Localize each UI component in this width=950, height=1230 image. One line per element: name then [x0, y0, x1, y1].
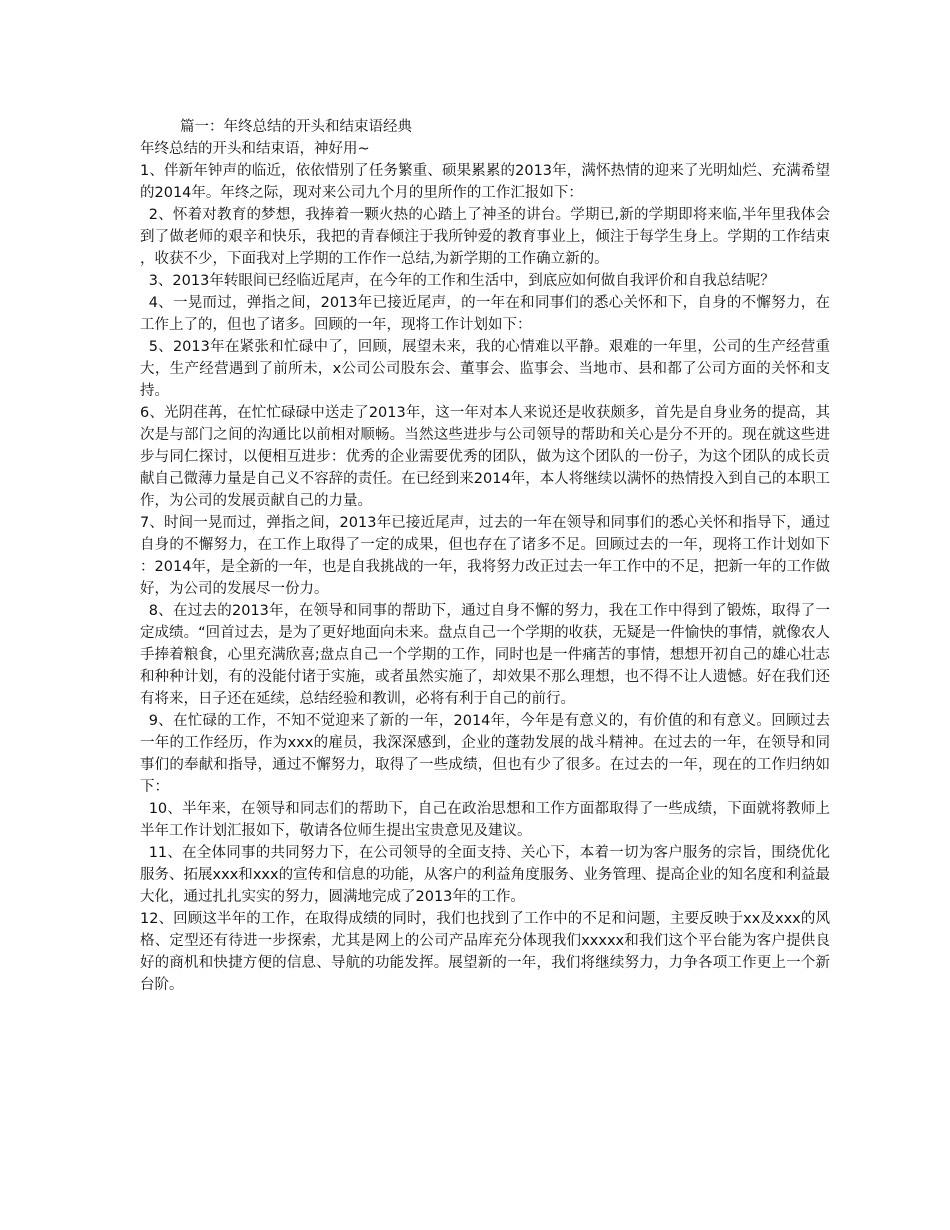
document-title: 篇一：年终总结的开头和结束语经典 — [180, 119, 412, 135]
paragraph-8: 8、在过去的2013年，在领导和同事的帮助下，通过自身不懈的努力，我在工作中得到了锻炼，取得了一定成绩。“回首过去，是为了更好地面向未来。盘点自己一个学期的收获，无疑是一件愉快的事情，就像农人手捧着粮食，心里充满欣喜;盘点自己一个学期的工作，同时也是一件痛苦的事情，想想开初自己的雄心壮志和种种计划，有的没能付诸于实施，或者虽然实施了，却效果不那么理想，也不得不让人遗憾。好在我们还有将来，日子还在延续，总结经验和教训，必将有利于自己的前行。 — [140, 603, 830, 707]
paragraph-1: 1、伴新年钟声的临近，依依惜别了任务繁重、硕果累累的2013年，满怀热情的迎来了光明灿烂、充满希望的2014年。年终之际，现对来公司九个月的里所作的工作汇报如下： — [140, 163, 830, 201]
paragraph-3: 3、2013年转眼间已经临近尾声，在今年的工作和生活中，到底应如何做自我评价和自我总结呢？ — [148, 273, 775, 289]
paragraph-5: 5、2013年在紧张和忙碌中了，回顾，展望未来，我的心情难以平静。艰难的一年里，公司的生产经营重大，生产经营遇到了前所未，x公司公司股东会、董事会、监事会、当地市、县和都了公司方面的关怀和支持。 — [140, 339, 830, 399]
paragraph-list — [140, 160, 830, 996]
paragraph-6: 6、光阴荏苒，在忙忙碌碌中送走了2013年，这一年对本人来说还是收获颇多，首先是自身业务的提高，其次是与部门之间的沟通比以前相对顺畅。当然这些进步与公司领导的帮助和关心是分不开的。现在就这些进步与同仁探讨，以便相互进步：优秀的企业需要优秀的团队，做为这个团队的一份子，为这个团队的成长贡献自己微薄力量是自己义不容辞的责任。在已经到来2014年，本人将继续以满怀的热情投入到自己的本职工作，为公司的发展贡献自己的力量。 — [140, 405, 830, 509]
document-subtitle: 年终总结的开头和结束语，神好用~ — [140, 141, 370, 157]
paragraph-12: 12、回顾这半年的工作，在取得成绩的同时，我们也找到了工作中的不足和问题，主要反映于xx及xxx的风格、定型还有待进一步探索，尤其是网上的公司产品库充分体现我们xxxxx和我们这个平台能为客户提供良好的商机和快捷方便的信息、导航的功能发挥。展望新的一年，我们将继续努力，力争各项工作更上一个新台阶。 — [140, 911, 830, 993]
paragraph-2: 2、怀着对教育的梦想，我捧着一颗火热的心踏上了神圣的讲台。学期已,新的学期即将来临,半年里我体会到了做老师的艰辛和快乐，我把的青春倾注于我所钟爱的教育事业上，倾注于每学生身上。学期的工作结束，收获不少，下面我对上学期的工作作一总结,为新学期的工作确立新的。 — [140, 207, 830, 267]
paragraph-7: 7、时间一晃而过，弹指之间，2013年已接近尾声，过去的一年在领导和同事们的悉心关怀和指导下，通过自身的不懈努力，在工作上取得了一定的成果，但也存在了诸多不足。回顾过去的一年，现将工作计划如下：2014年，是全新的一年，也是自我挑战的一年，我将努力改正过去一年工作中的不足，把新一年的工作做好，为公司的发展尽一份力。 — [140, 515, 830, 597]
paragraph-10: 10、半年来，在领导和同志们的帮助下，自己在政治思想和工作方面都取得了一些成绩，下面就将教师上半年工作计划汇报如下，敬请各位师生提出宝贵意见及建议。 — [140, 801, 830, 839]
document-body — [140, 116, 830, 996]
paragraph-11: 11、在全体同事的共同努力下，在公司领导的全面支持、关心下，本着一切为客户服务的宗旨，围绕优化服务、拓展xxx和xxx的宣传和信息的功能，从客户的利益角度服务、业务管理、提高企业的知名度和利益最大化，通过扎扎实实的努力，圆满地完成了2013年的工作。 — [140, 845, 830, 905]
paragraph-9: 9、在忙碌的工作，不知不觉迎来了新的一年，2014年，今年是有意义的，有价值的和有意义。回顾过去一年的工作经历，作为xxx的雇员，我深深感到，企业的蓬勃发展的战斗精神。在过去的一年，在领导和同事们的奉献和指导，通过不懈努力，取得了一些成绩，但也有少了很多。在过去的一年，现在的工作归纳如下： — [140, 713, 830, 795]
paragraph-4: 4、一晃而过，弹指之间，2013年已接近尾声，的一年在和同事们的悉心关怀和下，自身的不懈努力，在工作上了的，但也了诸多。回顾的一年，现将工作计划如下： — [140, 295, 830, 333]
